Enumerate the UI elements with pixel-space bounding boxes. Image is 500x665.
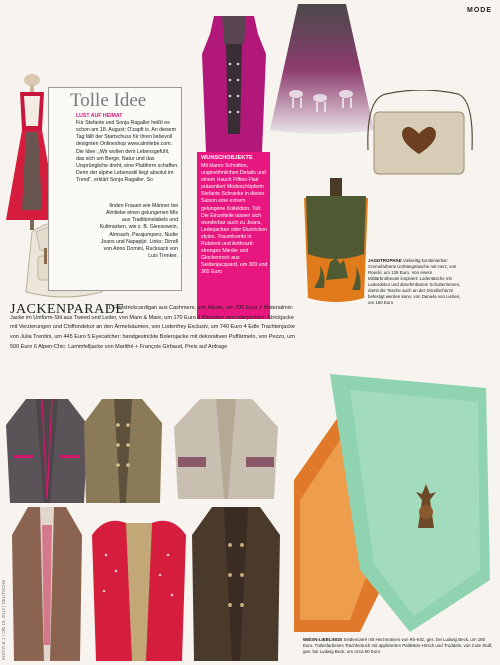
- bodice-photo: [196, 14, 272, 152]
- skirt-photo: [268, 2, 376, 136]
- jacket-1-photo: [4, 395, 90, 507]
- wunschobjekte-title: WUNSCHOBJEKTE: [201, 155, 253, 161]
- jagdtrophaee-title: JAGDTROPHÄE: [368, 258, 402, 263]
- jackenparade-text: 1 Feinstrickcardigan aus Cashmere, von Allude, um 390 Euro 2 Materialmix: Jacke im Uniform-Stil aus Tweed und Leder, von Mare & Mare, um 170 Euro 3 Klassiker neu interpretiert: Strickjacke mit Verzierungen und Chiffondekor an den Ärmelsäumen, von Lodenfrey Exclusiv, um 740 Euro 4 Edle Trachtenjacke von Julia Trentini, um 445 Euro 5 Eyecatcher: handgestrickte Bolerojacke mit dekorativen Puffärmeln, von Pezzo, um 500 Euro 6 Alpen-Chic: Lammfelljacke von Marithé + François Girbaud, Preis auf Anfrage: [10, 305, 296, 350]
- jacket-6-photo: [190, 505, 282, 663]
- tolle-idee-title: Tolle Idee: [70, 90, 147, 111]
- tolle-idee-text: Für Stefanie und Sonja Ragaller heißt es schon am 18. August: O'zapft is. An diesem Tag fällt der Startschuss für ihren liebevoll designten Onlineshop www.almliebe.com. Die Idee: „Wir wollen dem Lebensgefühl, das sich um Berge, Natur und das Ursprüngliche dreht, eine Plattform schaffen. Denn der alpine Lebensstil liegt absolut im Trend“, erklärt Sonja Ragaller. So: [76, 120, 179, 184]
- heart-bag-photo: [362, 90, 480, 200]
- jacket-4-photo: [10, 505, 84, 663]
- loden-bag-photo: [302, 178, 370, 306]
- jacket-5-photo: [86, 515, 192, 663]
- tolle-idee-kicker: LUST AUF HEIMAT: [76, 113, 123, 119]
- jackenparade-title: JACKENPARADE: [10, 302, 125, 317]
- tolle-idee-text-continued: finden Frauen wie Männer bei Almliebe einen gelungenen Mix aus Traditionslabels und Kultmarken, wie z. B. Gleesswein, Almsach, Parajumpers, Nudie Jeans und Napapijri. Links: Dirndl von Anno Domini, Rucksack von Luis Trenker.: [99, 203, 178, 260]
- jagdtrophaee-caption: [368, 258, 464, 306]
- scarves-photo: [290, 370, 496, 636]
- wiesn-caption: [303, 637, 493, 655]
- wiesn-text: Seidencarré mit Herzmotiven von Rè-Kitz, ges. bei Ludwig Beck, um 180 Euro. Türkisfarbenes Trachtentuch mit applizierten Pailletten-Hirsch und Troddeln, von Cute Stuff, ges. bei Ludwig Beck, um circa 50 Euro: [303, 637, 493, 654]
- spine-text: INSTYLE 1 | Okt 19, 2012 | DEUTSCHE: [1, 579, 6, 660]
- wiesn-title: WIESN-LIEBLINGE: [303, 637, 343, 642]
- jacket-2-photo: [82, 395, 164, 507]
- jagdtrophaee-text: Vielseitig kombinierbar: Cremefarbene Umhängetasche mit Herz, von Roeckl, um 128 Euro. Von einem Militärbrotbeutel inspiriert: Lodentasche mit Lederdekor und abnehmbarem Schulterriemen, damit die Tasche auch an der Dirndlschürze befestigt werden kann, von Daniela von Lieben, um 160 Euro: [368, 258, 461, 305]
- section-label: MODE: [467, 7, 492, 14]
- wunschobjekte-text: Mit klaren Schnitten, ungewöhnlichen Details und einem Hauch Fifties-Flair präsentiert Modeschöpferin Stefanie Schranke in dieser Saison eine extrem gelungene Kollektion. Toll: Die Einzelteile lassen sich wunderbar auch zu Jeans, Lederjacken oder Etuiröcken stylen. Traumkombi in Rubinrot und Anthrazit: strenges Mieder und Glockenrock aus Seidenjacquard, um 309 und 365 Euro: [201, 163, 268, 276]
- jacket-3-photo: [170, 395, 282, 503]
